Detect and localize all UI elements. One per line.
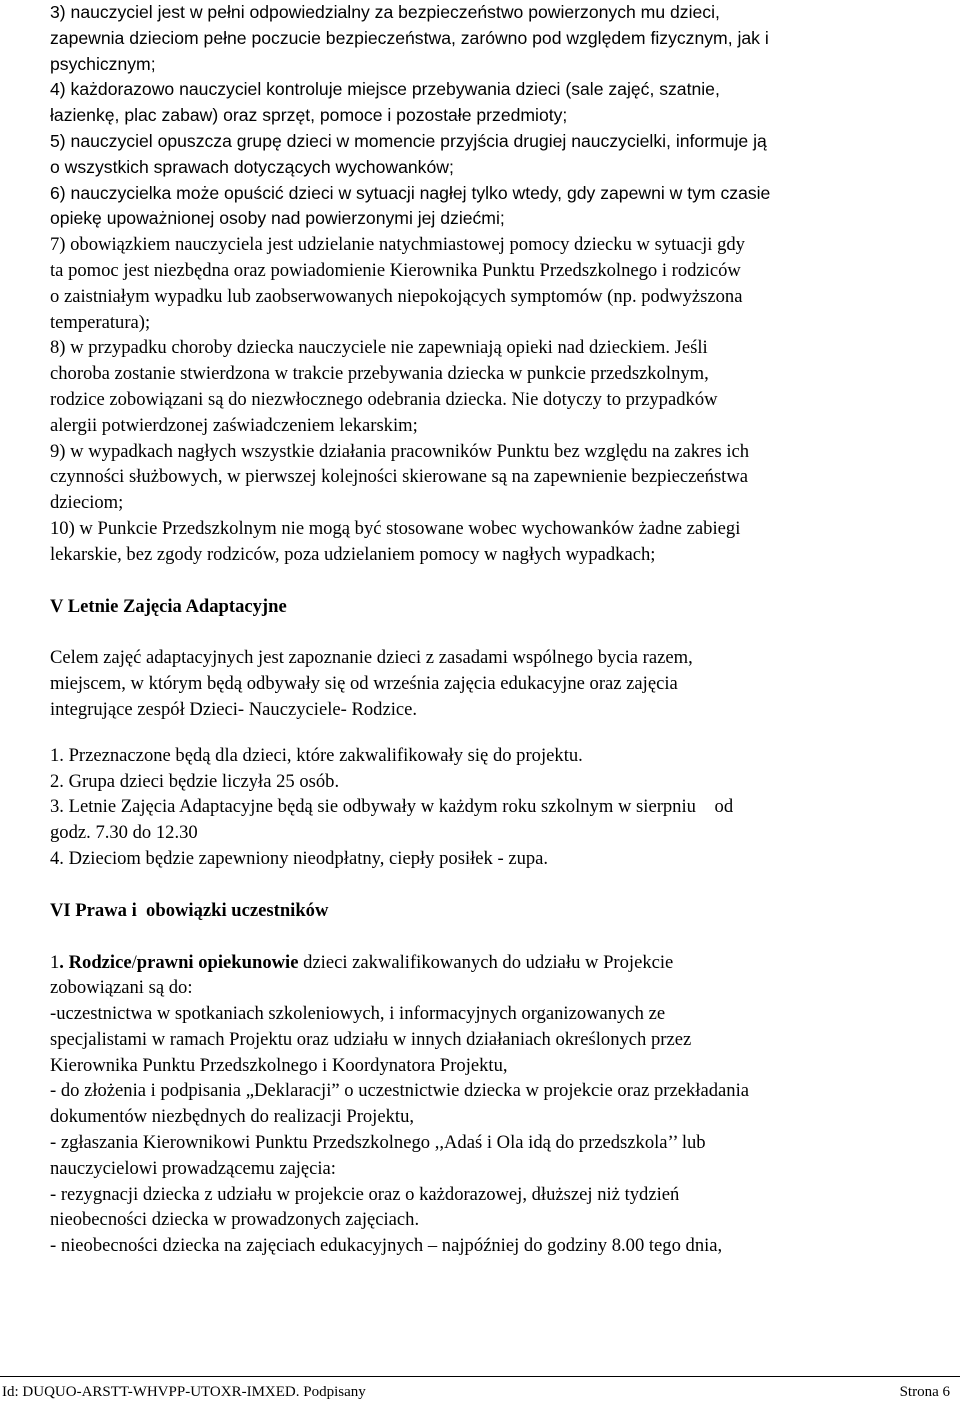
- paragraph-first-line: [50, 950, 930, 976]
- text-line: specjalistami w ramach Projektu oraz udziału w innych działaniach określonych przez: [50, 1028, 692, 1050]
- text-line: łazienkę, plac zabaw) oraz sprzęt, pomoce i pozostałe przedmioty;: [50, 105, 568, 126]
- text-line: 7) obowiązkiem nauczyciela jest udzielanie natychmiastowej pomocy dziecku w sytuacji gdy: [50, 234, 745, 256]
- rules-block-sans: [50, 0, 930, 232]
- text-line: - nieobecności dziecka na zajęciach edukacyjnych – najpóźniej do godziny 8.00 tego dnia,: [50, 1235, 723, 1257]
- text-line: lekarskie, bez zgody rodziców, poza udzielaniem pomocy w nagłych wypadkach;: [50, 543, 656, 565]
- list-item: 1. Przeznaczone będą dla dzieci, które zakwalifikowały się do projektu.: [50, 744, 583, 766]
- rules-block-serif: [50, 232, 930, 567]
- text-line: 4) każdorazowo nauczyciel kontroluje miejsce przebywania dzieci (sale zajęć, szatnie,: [50, 79, 720, 100]
- text-line: 9) w wypadkach nagłych wszystkie działania pracowników Punktu bez względu na zakres ich: [50, 440, 750, 462]
- text-line: zobowiązani są do:: [50, 977, 193, 999]
- slash: /: [131, 951, 137, 973]
- text-line: - rezygnacji dziecka z udziału w projekcie oraz o każdorazowej, dłuższej niż tydzień: [50, 1183, 680, 1205]
- section-heading-vi: VI Prawa i obowiązki uczestników: [50, 899, 329, 921]
- section-v-intro: [50, 645, 930, 722]
- document-page: [50, 0, 930, 1259]
- text-line: dzieciom;: [50, 492, 124, 514]
- text-line: alergii potwierdzonej zaświadczeniem lekarskim;: [50, 414, 418, 436]
- text-line: 8) w przypadku choroby dziecka nauczyciele nie zapewniają opieki nad dzieckiem. Jeśli: [50, 337, 708, 359]
- text-line: choroba zostanie stwierdzona w trakcie przebywania dziecka w punkcie przedszkolnym,: [50, 363, 709, 385]
- list-item: 2. Grupa dzieci będzie liczyła 25 osób.: [50, 770, 340, 792]
- text-line: opiekę upoważnionej osoby nad powierzonymi jej dziećmi;: [50, 208, 505, 229]
- bold-term-guardians: prawni opiekunowie: [136, 951, 299, 973]
- text-line: rodzice zobowiązani są do niezwłocznego odebrania dziecka. Nie dotyczy to przypadków: [50, 388, 718, 410]
- text-line: nauczycielowi prowadzącemu zajęcia:: [50, 1157, 336, 1179]
- text-line: 3) nauczyciel jest w pełni odpowiedzialny za bezpieczeństwo powierzonych mu dzieci,: [50, 2, 720, 22]
- paragraph-number: 1: [50, 951, 60, 973]
- spacer: [50, 872, 930, 898]
- text-line: dokumentów niezbędnych do realizacji Projektu,: [50, 1106, 415, 1128]
- list-item: godz. 7.30 do 12.30: [50, 822, 198, 844]
- text-line: - zgłaszania Kierownikowi Punktu Przedszkolnego ,,Adaś i Ola idą do przedszkola’’ lub: [50, 1132, 706, 1154]
- text-line: 5) nauczyciel opuszcza grupę dzieci w momencie przyjścia drugiej nauczycielki, informuje ją: [50, 130, 767, 151]
- text-line: 10) w Punkcie Przedszkolnym nie mogą być stosowane wobec wychowanków żadne zabiegi: [50, 517, 741, 539]
- text-line: - do złożenia i podpisania „Deklaracji” o uczestnictwie dziecka w projekcie oraz przekładania: [50, 1080, 749, 1102]
- text-line: psychicznym;: [50, 53, 156, 74]
- text-line: temperatura);: [50, 311, 151, 333]
- section-vi-body: [50, 950, 930, 1260]
- text-line: -uczestnictwa w spotkaniach szkoleniowych, i informacyjnych organizowanych ze: [50, 1003, 666, 1025]
- section-heading-v: V Letnie Zajęcia Adaptacyjne: [50, 595, 287, 617]
- bold-term-parents: . Rodzice: [59, 951, 132, 973]
- footer-page-number: Strona 6: [899, 1384, 950, 1400]
- section-v-list: [50, 743, 930, 872]
- spacer: [50, 924, 930, 950]
- footer-document-id: Id: DUQUO-ARSTT-WHVPP-UTOXR-IMXED. Podpisany: [2, 1384, 366, 1400]
- footer-divider: [0, 1376, 960, 1377]
- text-line: Celem zajęć adaptacyjnych jest zapoznanie dzieci z zasadami wspólnego bycia razem,: [50, 647, 693, 669]
- text-line: nieobecności dziecka w prowadzonych zajęciach.: [50, 1209, 420, 1231]
- paragraph-rest: dzieci zakwalifikowanych do udziału w Projekcie: [298, 951, 674, 973]
- spacer: [50, 568, 930, 594]
- text-line: czynności służbowych, w pierwszej kolejności skierowane są na zapewnienie bezpieczeństwa: [50, 466, 749, 488]
- text-line: ta pomoc jest niezbędna oraz powiadomienie Kierownika Punktu Przedszkolnego i rodziców: [50, 259, 741, 281]
- spacer: [50, 619, 930, 645]
- text-line: 6) nauczycielka może opuścić dzieci w sytuacji nagłej tylko wtedy, gdy zapewni w tym czasie: [50, 182, 771, 203]
- list-item: 4. Dzieciom będzie zapewniony nieodpłatny, ciepły posiłek - zupa.: [50, 847, 549, 869]
- list-item: 3. Letnie Zajęcia Adaptacyjne będą sie odbywały w każdym roku szkolnym w sierpniu od: [50, 796, 734, 818]
- spacer: [50, 723, 930, 743]
- text-line: Kierownika Punktu Przedszkolnego i Koordynatora Projektu,: [50, 1054, 508, 1076]
- text-line: o zaistniałym wypadku lub zaobserwowanych niepokojących symptomów (np. podwyższona: [50, 285, 743, 307]
- text-line: o wszystkich sprawach dotyczących wychowanków;: [50, 156, 454, 177]
- text-line: integrujące zespół Dzieci- Nauczyciele- Rodzice.: [50, 698, 418, 720]
- text-line: zapewnia dzieciom pełne poczucie bezpieczeństwa, zarówno pod względem fizycznym, jak i: [50, 27, 769, 48]
- text-line: miejscem, w którym będą odbywały się od września zajęcia edukacyjne oraz zajęcia: [50, 673, 678, 695]
